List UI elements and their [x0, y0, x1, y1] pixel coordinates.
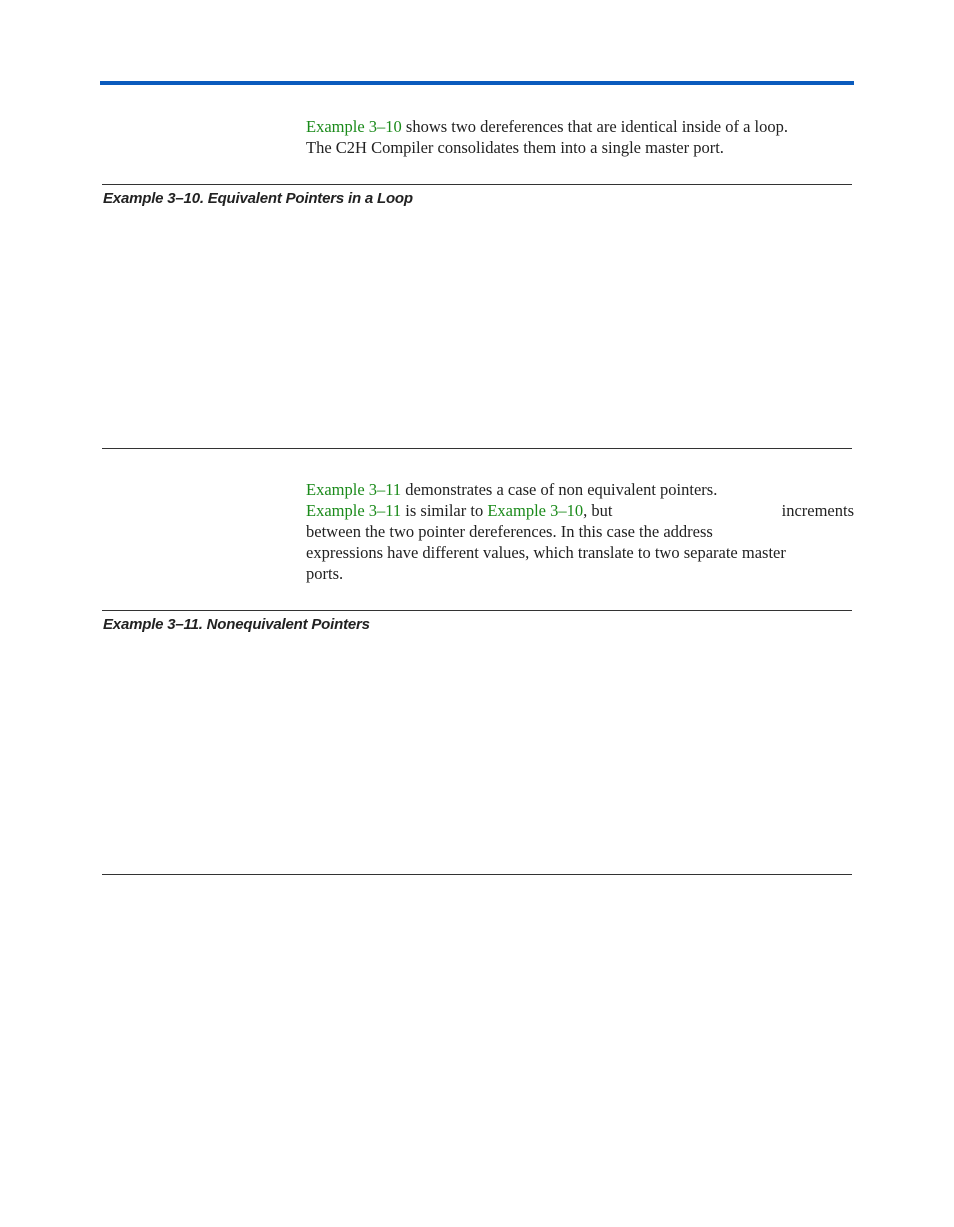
example-bottom-rule: [102, 448, 852, 449]
para2-text-4: increments: [781, 501, 854, 520]
para2-line-2: [306, 500, 854, 521]
example-bottom-rule-2: [102, 874, 852, 875]
example-3-10-link-2[interactable]: Example 3–10: [487, 501, 584, 520]
para2-line-1: [306, 479, 854, 500]
para2-text-1: demonstrates a case of non equivalent pointers.: [401, 480, 718, 499]
example-3-10-code-block: [102, 214, 852, 444]
para2-text-3: , but: [583, 501, 613, 520]
para2-line-2-start: [306, 500, 612, 521]
intro-text: shows two dereferences that are identical inside of a loop.: [401, 117, 789, 136]
example-3-11-link-2[interactable]: Example 3–11: [306, 501, 402, 520]
para2-line-5: ports.: [306, 564, 344, 583]
example-top-rule-2: [102, 610, 852, 611]
para2-text-2: is similar to: [401, 501, 488, 520]
para2-line-4: expressions have different values, which translate to two separate master: [306, 543, 786, 562]
example-top-rule: [102, 184, 852, 185]
header-bar: [100, 81, 854, 85]
example-3-10-link[interactable]: Example 3–10: [306, 117, 402, 136]
nonequivalent-paragraph: [306, 479, 854, 584]
para2-line-3: between the two pointer dereferences. In this case the address: [306, 522, 713, 541]
example-3-11-link[interactable]: Example 3–11: [306, 480, 402, 499]
intro-line-1: [306, 116, 854, 137]
intro-paragraph: [306, 116, 854, 158]
intro-line-2: The C2H Compiler consolidates them into a single master port.: [306, 138, 724, 157]
example-3-10-caption: Example 3–10. Equivalent Pointers in a Loop: [103, 190, 413, 207]
example-3-11-code-block: [102, 640, 852, 870]
example-3-11-caption: Example 3–11. Nonequivalent Pointers: [103, 616, 370, 633]
